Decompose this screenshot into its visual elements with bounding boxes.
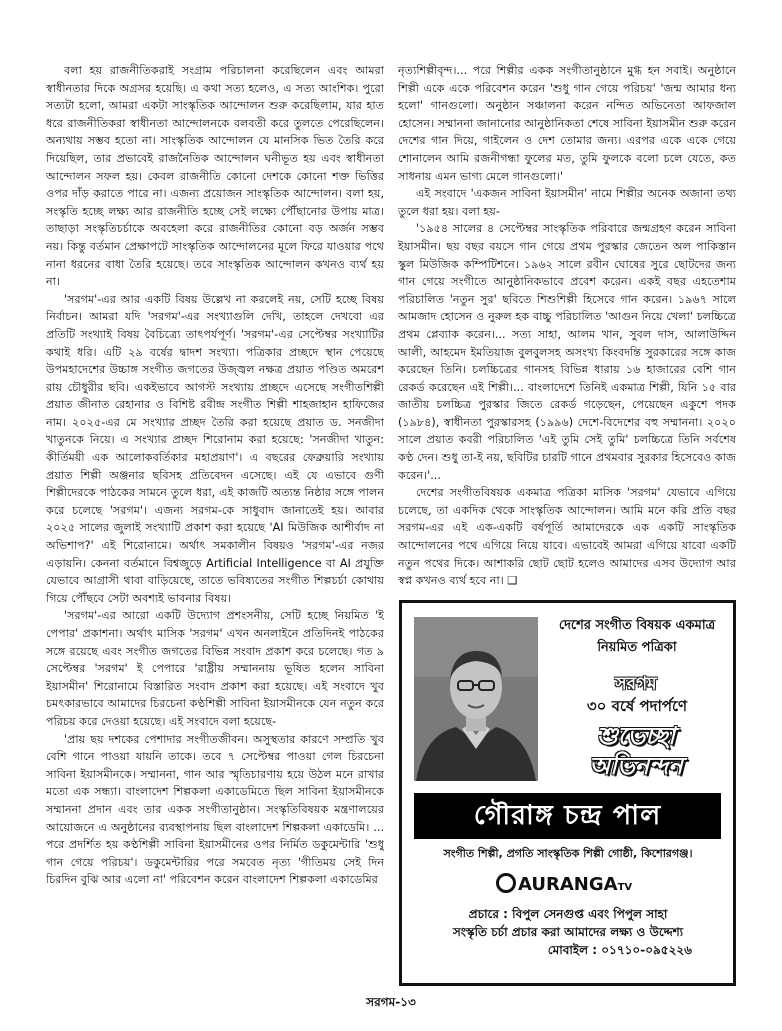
article-column-left	[46, 62, 384, 987]
person-name-banner: গৌরাঙ্গ চন্দ্র পাল	[414, 793, 721, 839]
page-number: সরগম-১৩	[366, 995, 416, 1009]
article-paragraph: দেশের সংগীতবিষয়ক একমাত্র পত্রিকা মাসিক 'সরগম' যেভাবে এগিয়ে চলেছে, তা একদিক থেকে সাংস্কৃতিক আন্দোলন। আমি মনে করি প্রতি বছর সরগম-এর এই এক-একটি বর্ষপূর্তি আমাদেরকে এক একটি সাংস্কৃতিক আন্দোলনের পথে এগিয়ে নিয়ে যাবে। এভাবেই আমরা এগিয়ে যাবো একটি নতুন পথের দিকে। আশাকরি ছোট ছোট হলেও আমাদের এসব উদ্যোগ আর স্বপ্ন কখনও ব্যর্থ হবে না। ❑	[398, 486, 736, 588]
promotion-line: প্রচারে : বিপুল সেনগুপ্ত এবং পিপুল সাহা	[468, 907, 668, 921]
greeting-calligraphy	[552, 721, 720, 787]
magazine-logo: সরগম	[615, 674, 657, 694]
article-paragraph: 'সরগম'-এর আর একটি বিষয় উল্লেখ না করলেই নয়, সেটি হচ্ছে বিষয় নির্বাচন। আমরা যদি 'সরগম'-এর সংখ্যাগুলি দেখি, তাহলে দেখবো এর প্রতিটি সংখ্যাই বিষয় বৈচিত্র্যে তাৎপর্যপূর্ণ। 'সরগম'-এর সেপ্টেম্বর সংখ্যাটির কথাই ধরি। এটি ২৯ বর্ষের দ্বাদশ সংখ্যা। পত্রিকার প্রচ্ছদে স্থান পেয়েছে উপমহাদেশের উচ্চাঙ্গ সংগীত জগতের উজ্জ্বল নক্ষত্র প্রয়াত পণ্ডিত অমরেশ রায় চৌধুরীর ছবি। একইভাবে আগস্ট সংখ্যায় প্রচ্ছদে এসেছে সংগীতশিল্পী প্রয়াত জীনাত রেহানার ও বিশিষ্ট রবীন্দ্র সংগীত শিল্পী শাহজাহান হাফিজের নাম। ২০২৫-এর মে সংখ্যার প্রচ্ছদ তৈরি করা হয়েছে প্রয়াত ড. সনজীদা খাতুনকে নিয়ে। এ সংখ্যার প্রচ্ছদ শিরোনাম করা হয়েছে: 'সনজীদা খাতুন: কীর্তিময়ী এক আলোকবর্তিকার মহাপ্রয়াণ'। এ বছরের ফেব্রুয়ারি সংখ্যায় প্রয়াত শিল্পী অঞ্জনার ছবিসহ প্রতিবেদন এসেছে। এই যে এভাবে গুণী শিল্পীদেরকে পাঠকের সামনে তুলে ধরা, এই কাজটি অত্যন্ত নিষ্ঠার সঙ্গে পালন করে চলেছে 'সরগম'। এজন্য সরগম-কে সাধুবাদ জানাতেই হয়। আবার ২০২৫ সালের জুলাই সংখ্যাটি প্রকাশ করা হয়েছে 'AI মিউজিক আশীর্বাদ না অভিশাপ?' এই শিরোনামে। অর্থাৎ সমকালীন বিষয়ও 'সরগম'-এর নজর এড়ায়নি। কেননা বর্তমানে বিশ্বজুড়ে Artificial Intelligence বা AI প্রযুক্তি যেভাবে আগ্রাসী থাবা বাড়িয়েছে, তাতে ভবিষ্যতের সংগীত শিল্পচর্চা কোথায় গিয়ে পৌঁছবে সেটা অবশ্যই ভাবনার বিষয়।	[46, 292, 384, 605]
tv-logo-text: AURANGA	[518, 874, 618, 895]
advert-heading-line-1: দেশের সংগীত বিষয়ক একমাত্র	[558, 618, 716, 633]
article-paragraph: 'সরগম'-এর আরো একটি উদ্যোগ প্রশংসনীয়, সেটি হচ্ছে নিয়মিত 'ই পেপার' প্রকাশনা। অর্থাৎ মাসিক 'সরগম' এখন অনলাইনে প্রতিদিনই পাঠকের সঙ্গে রয়েছে এবং সংগীত জগতের বিভিন্ন সংবাদ প্রকাশ করে চলেছে। গত ৯ সেপ্টেম্বর 'সরগম' ই পেপারে 'রাষ্ট্রীয় সম্মাননায় ভূষিত হলেন সাবিনা ইয়াসমীন' শিরোনামে বিস্তারিত সংবাদ প্রকাশ করা হয়েছে। এই সংবাদে খুব চমৎকারভাবে আমাদের চিরচেনা কণ্ঠশিল্পী সাবিনা ইয়াসমীনকে যেন নতুন করে পরিচয় করে দেওয়া হয়েছে। এই সংবাদে বলা হয়েছে-	[46, 609, 384, 728]
article-paragraph: নৃত্যশিল্পীবৃন্দ।... পরে শিল্পীর একক সংগীতানুষ্ঠানে মুগ্ধ হন সবাই। অনুষ্ঠানে শিল্পী একে একে পরিবেশন করেন 'শুধু গান গেয়ে পরিচয়' 'জন্ম আমার ধন্য হলো' গানগুলো। অনুষ্ঠান সঞ্চালনা করেন নন্দিত অভিনেতা আফজাল হোসেন। সম্মাননা জানানোর আনুষ্ঠানিকতা শেষে সাবিনা ইয়াসমীন শুরু করেন দেশের গান দিয়ে, গাইলেন ও দেশ তোমার জন্য। এরপর একে একে গেয়ে শোনালেন আমি রজনীগন্ধা ফুলের মত, তুমি ফুলকে বলো চলে যেতে, কত সাধনায় এমন ভাগ্য মেলে গানগুলো।'	[398, 64, 736, 183]
greeting-line-1: শুভেচ্ছা	[597, 721, 675, 750]
article-paragraph: '১৯৫৪ সালের ৪ সেপ্টেম্বর সাংস্কৃতিক পরিবারে জন্মগ্রহণ করেন সাবিনা ইয়াসমীন। ছয় বছর বয়সে গান গেয়ে প্রথম পুরস্কার জেতেন অল পাকিস্তান স্কুল মিউজিক কম্পিটিশনে। ১৯৬২ সালে রবীন ঘোষের সুরে ছোটদের জন্য গান গেয়ে সংগীতে আনুষ্ঠানিকভাবে প্রবেশ করেন। একই বছর এহতেশাম পরিচালিত 'নতুন সুর' ছবিতে শিশুশিল্পী হিসেবে গান করেন। ১৯৬৭ সালে আমজাদ হোসেন ও নুরুল হক বাচ্চু পরিচালিত 'আগুন নিয়ে খেলা' চলচ্চিত্রে প্রথম প্লেব্যাক করেন।... সত্য সাহা, আলম খান, সুবল দাস, আলাউদ্দিন আলী, আহমেদ ইমতিয়াজ বুলবুলসহ অসংখ্য কিংবদন্তি সুরকারের সঙ্গে কাজ করেছেন তিনি। চলচ্চিত্রের গানসহ বিভিন্ন ধারায় ১৬ হাজারের বেশি গান রেকর্ড করেছেন এই শিল্পী।... বাংলাদেশে তিনিই একমাত্র শিল্পী, যিনি ১৫ বার জাতীয় চলচ্চিত্র পুরস্কার জিতে রেকর্ড গড়েছেন, পেয়েছেন একুশে পদক (১৯৮৪), স্বাধীনতা পুরস্কারসহ (১৯৯৬) দেশে-বিদেশের বহু সম্মাননা। ২০২০ সালে প্রয়াত কবরী পরিচালিত 'এই তুমি সেই তুমি' চলচ্চিত্রে তিনি সর্বশেষ কণ্ঠ দেন। শুধু তা-ই নয়, ছবিটির চারটি গানে প্রথমবার সুরকার হিসেবেও কাজ করেন।'...	[398, 222, 736, 482]
portrait-photo-illustration	[414, 617, 538, 781]
article-paragraph: এই সংবাদে 'একজন সাবিনা ইয়াসমীন' নামে শিল্পীর অনেক অজানা তথ্য তুলে ধরা হয়। বলা হয়-	[398, 187, 736, 218]
greeting-line-2: অভিনন্দন	[589, 751, 683, 780]
tv-logo-suffix: TV	[617, 882, 633, 893]
portrait-photo	[414, 617, 538, 781]
article-paragraph: 'প্রায় ছয় দশকের পেশাদার সংগীতজীবন। অসুস্থতার কারণে সম্প্রতি খুব বেশি গানে পাওয়া যায়নি তাকে। তবে ৭ সেপ্টেম্বর পাওয়া গেল চিরচেনা সাবিনা ইয়াসমীনকে। সম্মাননা, গান আর স্মৃতিচারণায় হয়ে উঠল মনে রাখার মতো এক সন্ধ্যা। বাংলাদেশ শিল্পকলা একাডেমিতে ছিল সাবিনা ইয়াসমীনকে সম্মাননা প্রদান এবং তার একক সংগীতানুষ্ঠান। সংস্কৃতিবিষয়ক মন্ত্রণালয়ের আয়োজনে এ অনুষ্ঠানের ব্যবস্থাপনায় ছিল বাংলাদেশ শিল্পকলা একাডেমি। ... পরে প্রদর্শিত হয় কণ্ঠশিল্পী সাবিনা ইয়াসমীনের ওপর নির্মিত ডকুমেন্টারি 'শুধু গান গেয়ে পরিচয়'। ডকুমেন্টারির পরে সমবেত নৃত্য 'গীতিময় সেই দিন চিরদিন বুঝি আর এলো না' পরিবেশন করেন বাংলাদেশ শিল্পকলা একাডেমির	[46, 732, 384, 887]
motto-line: সংস্কৃতি চর্চা প্রচার করা আমাদের লক্ষ্য ও উদ্দেশ্য	[452, 925, 684, 939]
person-affiliation: সংগীত শিল্পী, প্রগতি সাংস্কৃতিক শিল্পী গোষ্ঠী, কিশোরগঞ্জ।	[443, 847, 693, 860]
article-column-right	[398, 62, 736, 590]
anniversary-text: ৩০ বর্ষে পদার্পণে	[586, 697, 688, 715]
tv-channel-logo	[496, 871, 646, 899]
greeting-advertisement	[399, 600, 736, 986]
advert-heading-line-2: নিয়মিত পত্রিকা	[597, 640, 677, 655]
article-paragraph: বলা হয় রাজনীতিকরাই সংগ্রাম পরিচালনা করেছিলেন এবং আমরা স্বাধীনতার দিকে অগ্রসর হয়েছি। এ কথা সত্য হলেও, এ সত্য আংশিক। পুরো সত্যটা হলো, আমরা একটা সাংস্কৃতিক আন্দোলন শুরু করেছিলাম, যার হাত ধরে রাজনীতিকরা স্বাধীনতা আন্দোলনকে বলবতী করে তুলতে পেরেছিলেন। অন্যথায় সম্ভব হতো না। সাংস্কৃতিক আন্দোলন যে মানসিক ভিত তৈরি করে দিয়েছিল, তার প্রভাবেই রাজনৈতিক আন্দোলন ঘনীভূত হয় এবং স্বাধীনতা আন্দোলন সফল হয়। কেবল রাজনীতি কোনো দেশকে কোনো শক্ত ভিত্তির ওপর দাঁড় করাতে পারে না। এজন্য প্রয়োজন সাংস্কৃতিক আন্দোলন। বলা হয়, সংস্কৃতি হচ্ছে লক্ষ্য আর রাজনীতি হচ্ছে সেই লক্ষ্যে পৌঁছানোর উপায় মাত্র। তাছাড়া সংস্কৃতিচর্চাকে অবহেলা করে রাজনীতির কোনো বড় অর্জন সম্ভব নয়। কিন্তু বর্তমান প্রেক্ষাপটে সাংস্কৃতিক আন্দোলনের মূলে ফিরে যাওয়ার পথে নানা ধরনের বাধা তৈরি হয়েছে। তবে সাংস্কৃতিক আন্দোলন কখনও ব্যর্থ হয় না।	[46, 64, 384, 289]
contact-line: মোবাইল : ০১৭১০-০৯৫২২৬	[547, 943, 692, 957]
g-circle-icon	[496, 873, 516, 893]
